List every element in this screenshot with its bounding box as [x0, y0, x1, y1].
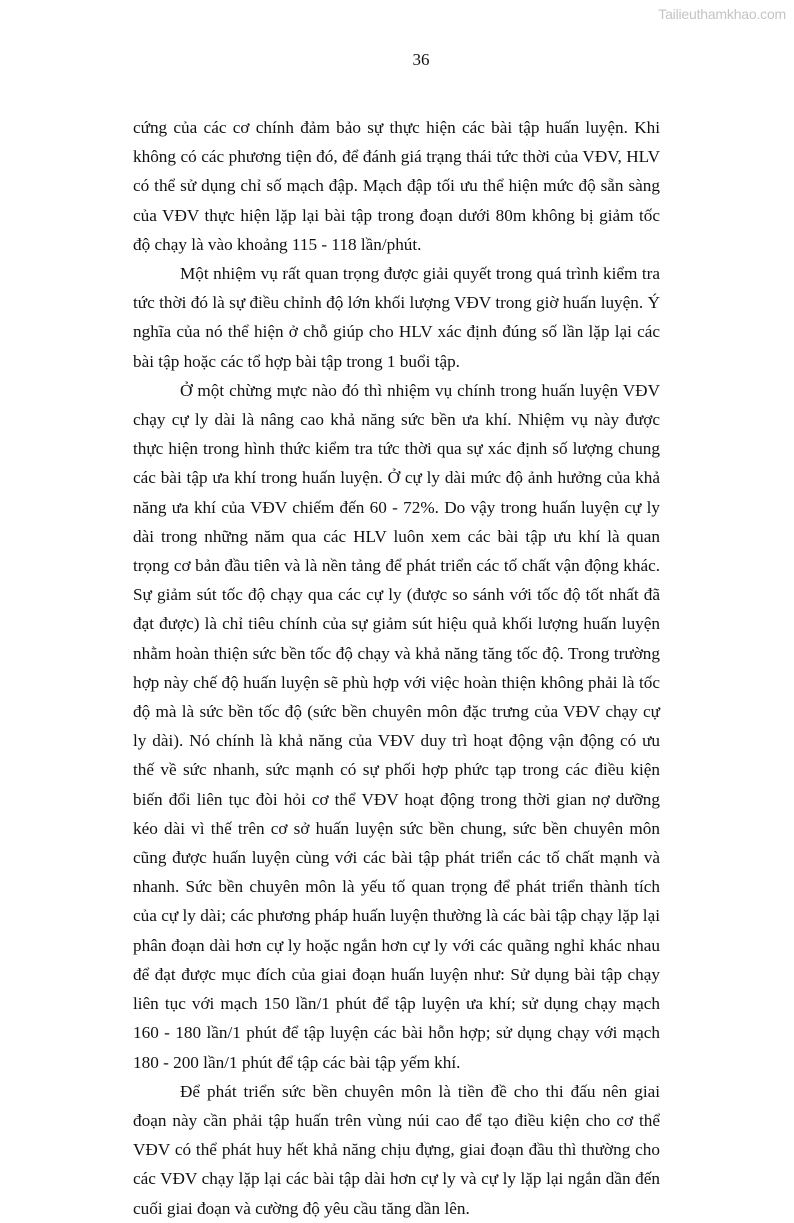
watermark: Tailieuthamkhao.com	[658, 6, 786, 22]
paragraph-2: Một nhiệm vụ rất quan trọng được giải quyết trong quá trình kiểm tra tức thời đó là sự điều chỉnh độ lớn khối lượng VĐV trong giờ huấn luyện. Ý nghĩa của nó thể hiện ở chỗ giúp cho HLV xác định đúng số lần lặp lại các bài tập hoặc các tổ hợp bài tập trong 1 buổi tập.	[133, 264, 660, 371]
paragraph-4: Để phát triển sức bền chuyên môn là tiền đề cho thi đấu nên giai đoạn này cần phải tập huấn trên vùng núi cao để tạo điều kiện cho cơ thể VĐV có thể phát huy hết khả năng chịu đựng, giai đoạn đầu thì thường cho các VĐV chạy lặp lại các bài tập dài hơn cự ly và cự ly lặp lại ngắn dần đến cuối giai đoạn và cường độ yêu cầu tăng dần lên.	[133, 1081, 660, 1218]
document-body	[133, 113, 660, 1223]
page-number: 36	[412, 50, 430, 69]
paragraph-1: cứng của các cơ chính đảm bảo sự thực hiện các bài tập huấn luyện. Khi không có các phương tiện đó, để đánh giá trạng thái tức thời của VĐV, HLV có thể sử dụng chỉ số mạch đập. Mạch đập tối ưu thể hiện mức độ sẵn sàng của VĐV thực hiện lặp lại bài tập trong đoạn dưới 80m không bị giảm tốc độ chạy là vào khoảng 115 - 118 lần/phút.	[133, 118, 660, 254]
paragraph-3: Ở một chừng mực nào đó thì nhiệm vụ chính trong huấn luyện VĐV chạy cự ly dài là nâng cao khả năng sức bền ưa khí. Nhiệm vụ này được thực hiện trong hình thức kiểm tra tức thời qua sự xác định số lượng chung các bài tập ưa khí trong huấn luyện. Ở cự ly dài mức độ ảnh hưởng của khả năng ưa khí của VĐV chiếm đến 60 - 72%. Do vậy trong huấn luyện cự ly dài trong những năm qua các HLV luôn xem các bài tập ưu khí là quan trọng cơ bản đầu tiên và là nền tảng để phát triển các tố chất vận động khác. Sự giảm sút tốc độ chạy qua các cự ly (được so sánh với tốc độ tốt nhất đã đạt được) là chỉ tiêu chính của sự giảm sút hiệu quả khối lượng huấn luyện nhằm hoàn thiện sức bền tốc độ chạy và khả năng tăng tốc độ. Trong trường hợp này chế độ huấn luyện sẽ phù hợp với việc hoàn thiện không phải là tốc độ mà là sức bền tốc độ (sức bền chuyên môn đặc trưng của VĐV chạy cự ly dài). Nó chính là khả năng của VĐV duy trì hoạt động vận động có ưu thế về sức nhanh, sức mạnh có sự phối hợp phức tạp trong các điều kiện biến đổi liên tục đòi hỏi cơ thể VĐV hoạt động trong thời gian nợ dưỡng kéo dài vì thế trên cơ sở huấn luyện sức bền chung, sức bền chuyên môn cũng được huấn luyện cùng với các bài tập phát triển các tố chất mạnh và nhanh. Sức bền chuyên môn là yếu tố quan trọng để phát triển thành tích của cự ly dài; các phương pháp huấn luyện thường là các bài tập chạy lặp lại phân đoạn dài hơn cự ly hoặc ngắn hơn cự ly với các quãng nghỉ khác nhau để đạt được mục đích của giai đoạn huấn luyện như: Sử dụng bài tập chạy liên tục với mạch 150 lần/1 phút để tập luyện ưa khí; sử dụng chạy mạch 160 - 180 lần/1 phút để tập luyện các bài hỗn hợp; sử dụng chạy với mạch 180 - 200 lần/1 phút để tập các bài tập yếm khí.	[133, 380, 660, 1072]
